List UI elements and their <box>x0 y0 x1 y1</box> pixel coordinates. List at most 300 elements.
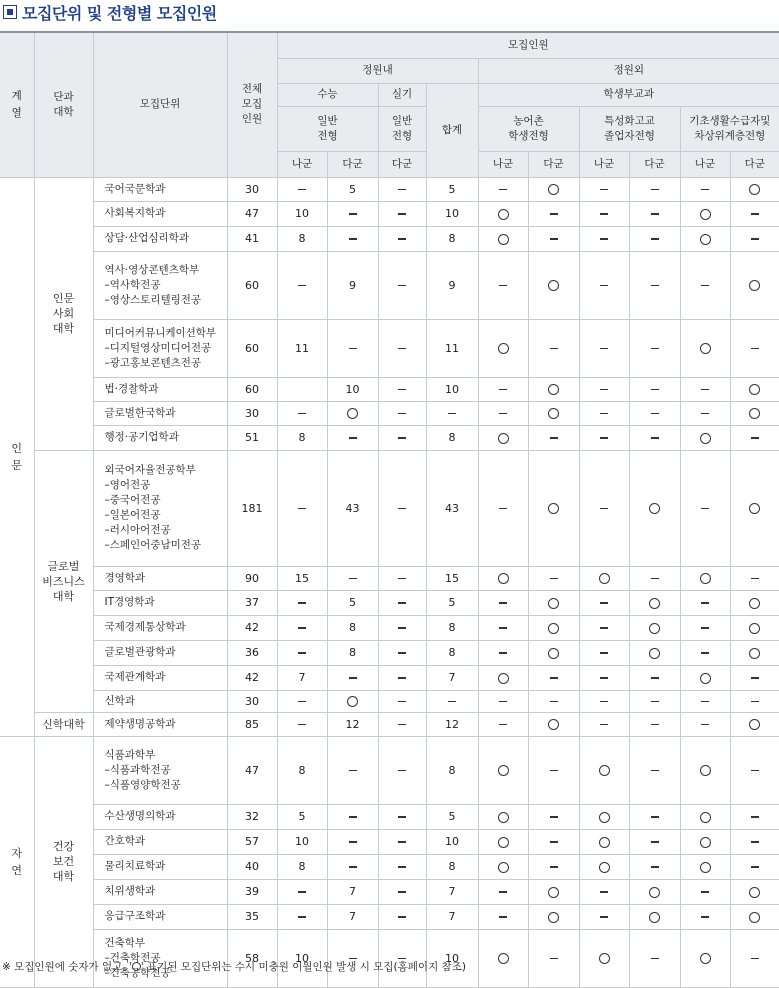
value-cell <box>629 566 680 590</box>
value-cell <box>277 904 327 929</box>
value-cell <box>629 425 680 450</box>
page-title: 모집단위 및 전형별 모집인원 <box>22 4 217 23</box>
value-cell <box>478 879 528 904</box>
unit-cell <box>93 640 227 665</box>
dash-mark-icon <box>349 816 357 817</box>
value-cell <box>629 226 680 251</box>
value-cell <box>680 904 730 929</box>
table-row <box>0 377 779 401</box>
value-cell <box>528 829 579 854</box>
footnote-prefix: ※ 모집인원에 숫자가 없고, ' <box>2 961 132 973</box>
division-label: 자 연 <box>11 846 23 877</box>
value-cell <box>478 640 528 665</box>
value-cell <box>680 690 730 712</box>
value-cell <box>378 177 426 201</box>
circle-mark-icon <box>649 623 660 634</box>
value-cell <box>478 226 528 251</box>
unit-cell <box>93 690 227 712</box>
table-row <box>0 319 779 377</box>
division-cell <box>0 177 34 736</box>
dash-mark-icon <box>499 891 507 892</box>
value-cell <box>730 829 779 854</box>
value-cell <box>478 712 528 736</box>
table-row <box>0 929 779 987</box>
value-cell <box>730 879 779 904</box>
value-cell <box>680 377 730 401</box>
value-cell: 8 <box>426 640 478 665</box>
value-cell <box>579 401 629 425</box>
unit-cell <box>93 665 227 690</box>
dash-mark-icon <box>499 916 507 917</box>
value-cell <box>579 319 629 377</box>
circle-mark-icon <box>548 280 559 291</box>
header-out-quota <box>478 58 779 83</box>
value-cell <box>680 201 730 226</box>
value-cell: 7 <box>327 904 378 929</box>
unit-cell <box>93 401 227 425</box>
dash-mark-icon <box>398 189 406 190</box>
value-cell <box>579 804 629 829</box>
value-cell <box>579 177 629 201</box>
circle-mark-icon <box>498 209 509 220</box>
value-cell <box>378 401 426 425</box>
dash-mark-icon <box>600 677 608 678</box>
dash-mark-icon <box>298 602 306 603</box>
circle-mark-icon <box>498 673 509 684</box>
value-cell <box>629 377 680 401</box>
unit-name: 신학과 <box>104 694 135 707</box>
unit-cell <box>93 929 227 987</box>
unit-cell <box>93 226 227 251</box>
unit-name: 수산생명의학과 <box>104 810 176 822</box>
value-cell <box>579 712 629 736</box>
total-cell: 36 <box>227 640 277 665</box>
value-cell <box>579 665 629 690</box>
value-cell <box>327 829 378 854</box>
dash-mark-icon <box>751 816 759 817</box>
value-cell <box>528 640 579 665</box>
college-cell <box>34 177 93 450</box>
header-sum <box>426 83 478 177</box>
total-cell: 60 <box>227 251 277 319</box>
dash-mark-icon <box>701 389 709 390</box>
dash-mark-icon <box>651 770 659 771</box>
value-cell: 8 <box>426 226 478 251</box>
value-cell <box>528 736 579 804</box>
circle-mark-icon <box>700 209 711 220</box>
division-label: 인 문 <box>11 441 23 472</box>
value-cell <box>680 226 730 251</box>
value-cell <box>528 665 579 690</box>
dash-mark-icon <box>701 189 709 190</box>
dash-mark-icon <box>398 701 406 702</box>
header-silgi <box>378 83 426 106</box>
dash-mark-icon <box>701 627 709 628</box>
major-name: –역사학전공 <box>104 278 161 291</box>
major-name: –디지털영상미디어전공 <box>104 341 212 354</box>
circle-mark-icon <box>649 648 660 659</box>
value-cell: 8 <box>277 736 327 804</box>
value-cell <box>629 690 680 712</box>
unit-cell <box>93 450 227 566</box>
dash-mark-icon <box>298 189 306 190</box>
value-cell <box>528 201 579 226</box>
dash-mark-icon <box>550 701 558 702</box>
circle-mark-icon <box>498 953 509 964</box>
major-name: –영어전공 <box>104 479 151 491</box>
unit-cell <box>93 879 227 904</box>
value-cell: 15 <box>277 566 327 590</box>
unit-cell <box>93 854 227 879</box>
unit-cell <box>93 590 227 615</box>
dash-mark-icon <box>600 189 608 190</box>
dash-mark-icon <box>398 770 406 771</box>
value-cell <box>528 804 579 829</box>
value-cell <box>579 929 629 987</box>
unit-name: 제약생명공학과 <box>104 717 176 730</box>
header-general-2 <box>378 106 426 151</box>
dash-mark-icon <box>398 602 406 603</box>
value-cell <box>478 319 528 377</box>
value-cell: 9 <box>327 251 378 319</box>
unit-name: 건축학부 <box>104 936 146 949</box>
value-cell: 10 <box>426 829 478 854</box>
value-cell <box>478 566 528 590</box>
dash-mark-icon <box>751 958 759 959</box>
value-cell <box>629 712 680 736</box>
header-unit <box>93 32 227 177</box>
value-cell <box>579 566 629 590</box>
dash-mark-icon <box>398 891 406 892</box>
dash-mark-icon <box>499 285 507 286</box>
value-cell <box>629 665 680 690</box>
value-cell <box>680 854 730 879</box>
dash-mark-icon <box>448 413 456 414</box>
value-cell <box>378 251 426 319</box>
unit-cell <box>93 201 227 226</box>
value-cell <box>327 566 378 590</box>
value-cell <box>478 929 528 987</box>
circle-mark-icon <box>649 598 660 609</box>
dash-mark-icon <box>600 238 608 239</box>
value-cell <box>730 615 779 640</box>
value-cell: 8 <box>426 425 478 450</box>
circle-mark-icon <box>700 673 711 684</box>
table-row <box>0 854 779 879</box>
circle-mark-icon <box>700 343 711 354</box>
value-cell: 10 <box>327 377 378 401</box>
unit-name: IT경영학과 <box>104 596 155 608</box>
dash-mark-icon <box>701 508 709 509</box>
value-cell <box>680 929 730 987</box>
circle-mark-icon <box>548 719 559 730</box>
dash-mark-icon <box>651 841 659 842</box>
value-cell <box>478 804 528 829</box>
dash-mark-icon <box>600 891 608 892</box>
circle-mark-icon <box>749 384 760 395</box>
value-cell <box>579 904 629 929</box>
value-cell <box>680 879 730 904</box>
value-cell <box>327 804 378 829</box>
table-row <box>0 879 779 904</box>
header-unit-text: 모집단위 <box>139 98 181 111</box>
value-cell <box>730 450 779 566</box>
dash-mark-icon <box>398 578 406 579</box>
value-cell <box>478 450 528 566</box>
header-in-quota-text: 정원내 <box>362 64 393 76</box>
value-cell: 8 <box>277 425 327 450</box>
value-cell <box>730 665 779 690</box>
header-suneung-text: 수능 <box>317 88 338 100</box>
value-cell <box>378 566 426 590</box>
total-cell: 40 <box>227 854 277 879</box>
group-header-4 <box>528 151 579 177</box>
value-cell <box>579 736 629 804</box>
value-cell <box>378 377 426 401</box>
value-cell <box>378 665 426 690</box>
value-cell <box>629 450 680 566</box>
value-cell <box>378 904 426 929</box>
circle-mark-icon <box>548 384 559 395</box>
dash-mark-icon <box>651 958 659 959</box>
dash-mark-icon <box>349 841 357 842</box>
circle-mark-icon <box>749 184 760 195</box>
header-haksaeng-text: 학생부교과 <box>603 88 655 100</box>
unit-name: 미디어커뮤니케이션학부 <box>104 326 217 339</box>
major-name: –중국어전공 <box>104 494 161 506</box>
group-header-8 <box>730 151 779 177</box>
value-cell <box>629 201 680 226</box>
value-cell <box>629 879 680 904</box>
college-label: 인문 사회 대학 <box>52 292 75 335</box>
circle-mark-icon <box>700 862 711 873</box>
header-haksaeng <box>478 83 779 106</box>
circle-mark-icon <box>548 598 559 609</box>
circle-mark-icon <box>749 648 760 659</box>
circle-mark-icon <box>599 812 610 823</box>
unit-name: 국어국문학과 <box>104 182 166 195</box>
group-header-7 <box>680 151 730 177</box>
dash-mark-icon <box>349 866 357 867</box>
circle-mark-icon <box>700 573 711 584</box>
value-cell <box>277 712 327 736</box>
circle-mark-icon <box>749 719 760 730</box>
college-label: 글로벌 비즈니스 대학 <box>42 559 85 603</box>
total-cell: 32 <box>227 804 277 829</box>
dash-mark-icon <box>701 916 709 917</box>
value-cell <box>528 879 579 904</box>
value-cell <box>478 665 528 690</box>
dash-mark-icon <box>298 701 306 702</box>
table-row <box>0 615 779 640</box>
dash-mark-icon <box>651 389 659 390</box>
value-cell <box>579 450 629 566</box>
value-cell <box>327 226 378 251</box>
major-name: –러시아어전공 <box>104 524 171 536</box>
group-header-text: 나군 <box>291 157 313 170</box>
total-cell: 30 <box>227 401 277 425</box>
header-general-1-text: 일반 전형 <box>317 114 338 142</box>
value-cell <box>327 319 378 377</box>
unit-name: 국제경제통상학과 <box>104 621 186 633</box>
dash-mark-icon <box>651 816 659 817</box>
circle-mark-icon <box>599 765 610 776</box>
circle-mark-icon <box>749 280 760 291</box>
value-cell <box>730 377 779 401</box>
dash-mark-icon <box>298 652 306 653</box>
dash-mark-icon <box>751 866 759 867</box>
circle-mark-icon <box>498 837 509 848</box>
dash-mark-icon <box>298 627 306 628</box>
unit-name: 응급구조학과 <box>104 910 166 922</box>
total-cell: 85 <box>227 712 277 736</box>
college-cell <box>34 736 93 987</box>
unit-cell <box>93 904 227 929</box>
total-cell: 60 <box>227 377 277 401</box>
unit-cell <box>93 804 227 829</box>
value-cell <box>378 226 426 251</box>
value-cell <box>730 690 779 712</box>
major-name: –영상스토리텔링전공 <box>104 293 202 306</box>
total-cell: 30 <box>227 177 277 201</box>
table-row <box>0 177 779 201</box>
value-cell <box>478 425 528 450</box>
value-cell <box>478 590 528 615</box>
value-cell <box>680 712 730 736</box>
dash-mark-icon <box>701 701 709 702</box>
value-cell: 7 <box>277 665 327 690</box>
table-row <box>0 251 779 319</box>
circle-mark-icon <box>700 953 711 964</box>
value-cell: 8 <box>277 854 327 879</box>
group-header-text: 나군 <box>593 157 615 170</box>
dash-mark-icon <box>398 389 406 390</box>
circle-mark-icon <box>498 573 509 584</box>
circle-mark-icon <box>498 812 509 823</box>
header-out-quota-text: 정원외 <box>613 64 645 76</box>
college-cell <box>34 450 93 712</box>
value-cell <box>730 590 779 615</box>
dash-mark-icon <box>600 213 608 214</box>
value-cell <box>730 854 779 879</box>
table-row <box>0 665 779 690</box>
dash-mark-icon <box>651 213 659 214</box>
circle-mark-icon <box>700 433 711 444</box>
value-cell <box>629 904 680 929</box>
dash-mark-icon <box>398 437 406 438</box>
dash-mark-icon <box>550 958 558 959</box>
value-cell <box>327 401 378 425</box>
circle-mark-icon <box>749 623 760 634</box>
total-cell: 42 <box>227 665 277 690</box>
unit-cell <box>93 425 227 450</box>
unit-cell <box>93 177 227 201</box>
value-cell: 5 <box>327 177 378 201</box>
dash-mark-icon <box>600 413 608 414</box>
table-row <box>0 425 779 450</box>
table-row <box>0 450 779 566</box>
value-cell <box>378 712 426 736</box>
dash-mark-icon <box>398 213 406 214</box>
dash-mark-icon <box>398 627 406 628</box>
value-cell: 8 <box>327 615 378 640</box>
dash-mark-icon <box>751 437 759 438</box>
dash-mark-icon <box>701 602 709 603</box>
dash-mark-icon <box>550 770 558 771</box>
division-cell <box>0 736 34 987</box>
dash-mark-icon <box>398 238 406 239</box>
value-cell <box>629 829 680 854</box>
circle-mark-icon <box>599 837 610 848</box>
header-special-text: 특성화고교 졸업자전형 <box>604 114 655 142</box>
value-cell <box>378 450 426 566</box>
value-cell: 5 <box>426 177 478 201</box>
dash-mark-icon <box>600 389 608 390</box>
value-cell <box>730 401 779 425</box>
value-cell <box>277 401 327 425</box>
group-header-6 <box>629 151 680 177</box>
value-cell <box>528 319 579 377</box>
value-cell: 12 <box>327 712 378 736</box>
major-name: –광고홍보콘텐츠전공 <box>104 356 202 369</box>
value-cell <box>629 804 680 829</box>
dash-mark-icon <box>550 578 558 579</box>
table-row <box>0 829 779 854</box>
dash-mark-icon <box>398 652 406 653</box>
dash-mark-icon <box>751 841 759 842</box>
value-cell <box>378 615 426 640</box>
value-cell <box>277 590 327 615</box>
value-cell <box>277 251 327 319</box>
circle-mark-icon <box>749 408 760 419</box>
dash-mark-icon <box>499 627 507 628</box>
dash-mark-icon <box>600 652 608 653</box>
dash-mark-icon <box>398 285 406 286</box>
value-cell <box>327 854 378 879</box>
dash-mark-icon <box>550 213 558 214</box>
value-cell: 11 <box>277 319 327 377</box>
header-total-text: 전체 모집 인원 <box>241 83 263 126</box>
value-cell <box>680 401 730 425</box>
value-cell <box>478 201 528 226</box>
value-cell <box>629 640 680 665</box>
circle-mark-icon <box>347 696 358 707</box>
value-cell <box>579 640 629 665</box>
value-cell <box>680 566 730 590</box>
value-cell <box>478 904 528 929</box>
value-cell <box>629 590 680 615</box>
value-cell <box>528 690 579 712</box>
circle-mark-icon <box>599 573 610 584</box>
value-cell <box>327 425 378 450</box>
value-cell <box>378 640 426 665</box>
dash-mark-icon <box>499 724 507 725</box>
value-cell <box>730 929 779 987</box>
header-special <box>579 106 680 151</box>
header-rural <box>478 106 579 151</box>
unit-name: 간호학과 <box>104 835 146 847</box>
dash-mark-icon <box>398 841 406 842</box>
dash-mark-icon <box>600 348 608 349</box>
circle-mark-icon <box>347 408 358 419</box>
dash-mark-icon <box>398 508 406 509</box>
dash-mark-icon <box>349 213 357 214</box>
value-cell <box>277 640 327 665</box>
dash-mark-icon <box>600 724 608 725</box>
header-gyeyeol <box>0 32 34 177</box>
value-cell: 8 <box>426 854 478 879</box>
unit-name: 법·경찰학과 <box>104 382 159 395</box>
